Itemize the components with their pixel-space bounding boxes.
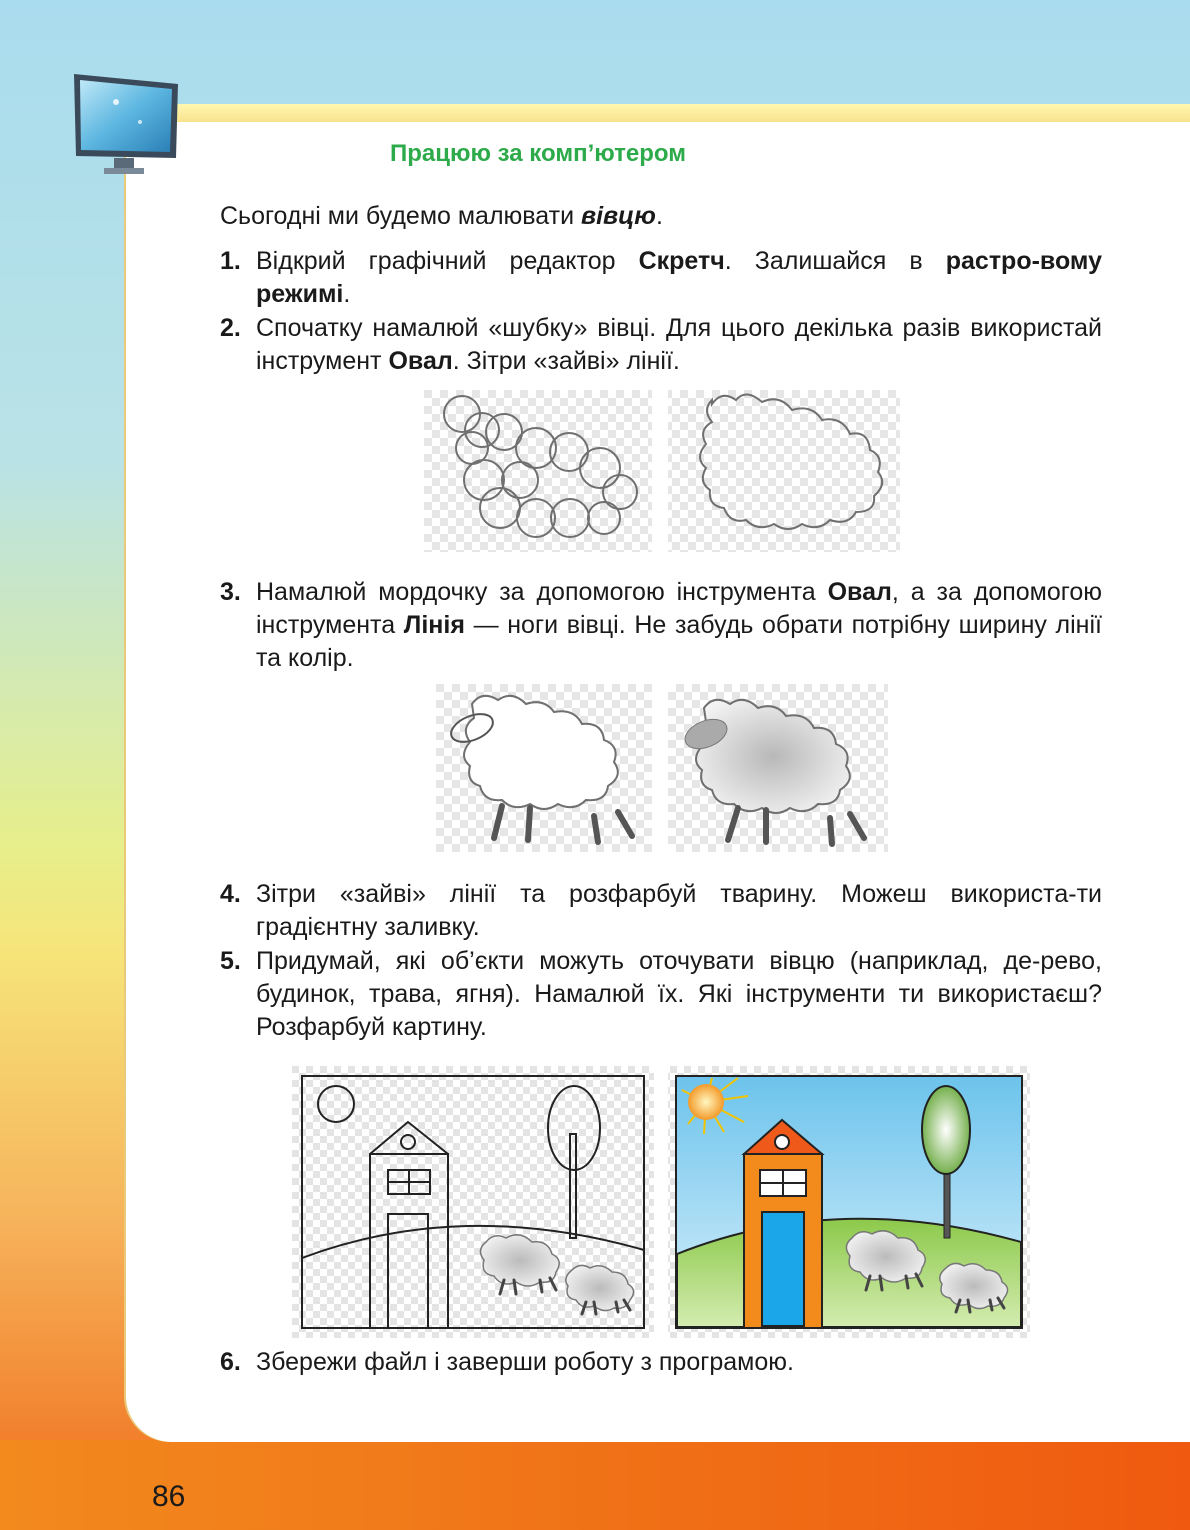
intro-text: Сьогодні ми будемо малювати: [220, 202, 582, 230]
step-2: 2. Спочатку намалюй «шубку» вівці. Для цього декілька разів використай інструмент Овал. Зітри «зайві» лінії.: [220, 314, 1102, 375]
scene-figures: [292, 1066, 1030, 1338]
intro-paragraph: Сьогодні ми будемо малювати вівцю.: [220, 202, 663, 230]
step-number: 4.: [220, 880, 241, 908]
top-yellow-strip: [170, 104, 1190, 124]
step-number: 5.: [220, 947, 241, 975]
sheep-figures: [436, 684, 888, 852]
step-6: 6. Збережи файл і заверши роботу з програмою.: [220, 1346, 1102, 1379]
section-heading: Працюю за комп’ютером: [389, 140, 686, 167]
step-5: 5. Придумай, які об’єкти можуть оточувати вівцю (наприклад, де-рево, будинок, трава, ягня). Намалюй їх. Які інструменти ти використаєш? Розфарбуй картину.: [220, 947, 1102, 1041]
step-1: 1. Відкрий графічний редактор Скретч. Залишайся в растро-вому режимі.: [220, 247, 1102, 308]
step-number: 3.: [220, 578, 241, 606]
wool-figures: [424, 390, 900, 552]
intro-bold: вівцю: [581, 202, 656, 230]
step-number: 6.: [220, 1348, 241, 1376]
step-4: 4. Зітри «зайві» лінії та розфарбуй тварину. Можеш використа-ти градієнтну заливку.: [220, 880, 1102, 941]
step-number: 1.: [220, 247, 241, 275]
step-number: 2.: [220, 314, 241, 342]
page-number: 86: [152, 1480, 186, 1513]
step-3: 3. Намалюй мордочку за допомогою інструмента Овал, а за допомогою інструмента Лінія — ноги вівці. Не забудь обрати потрібну ширину лінії та колір.: [220, 578, 1102, 672]
